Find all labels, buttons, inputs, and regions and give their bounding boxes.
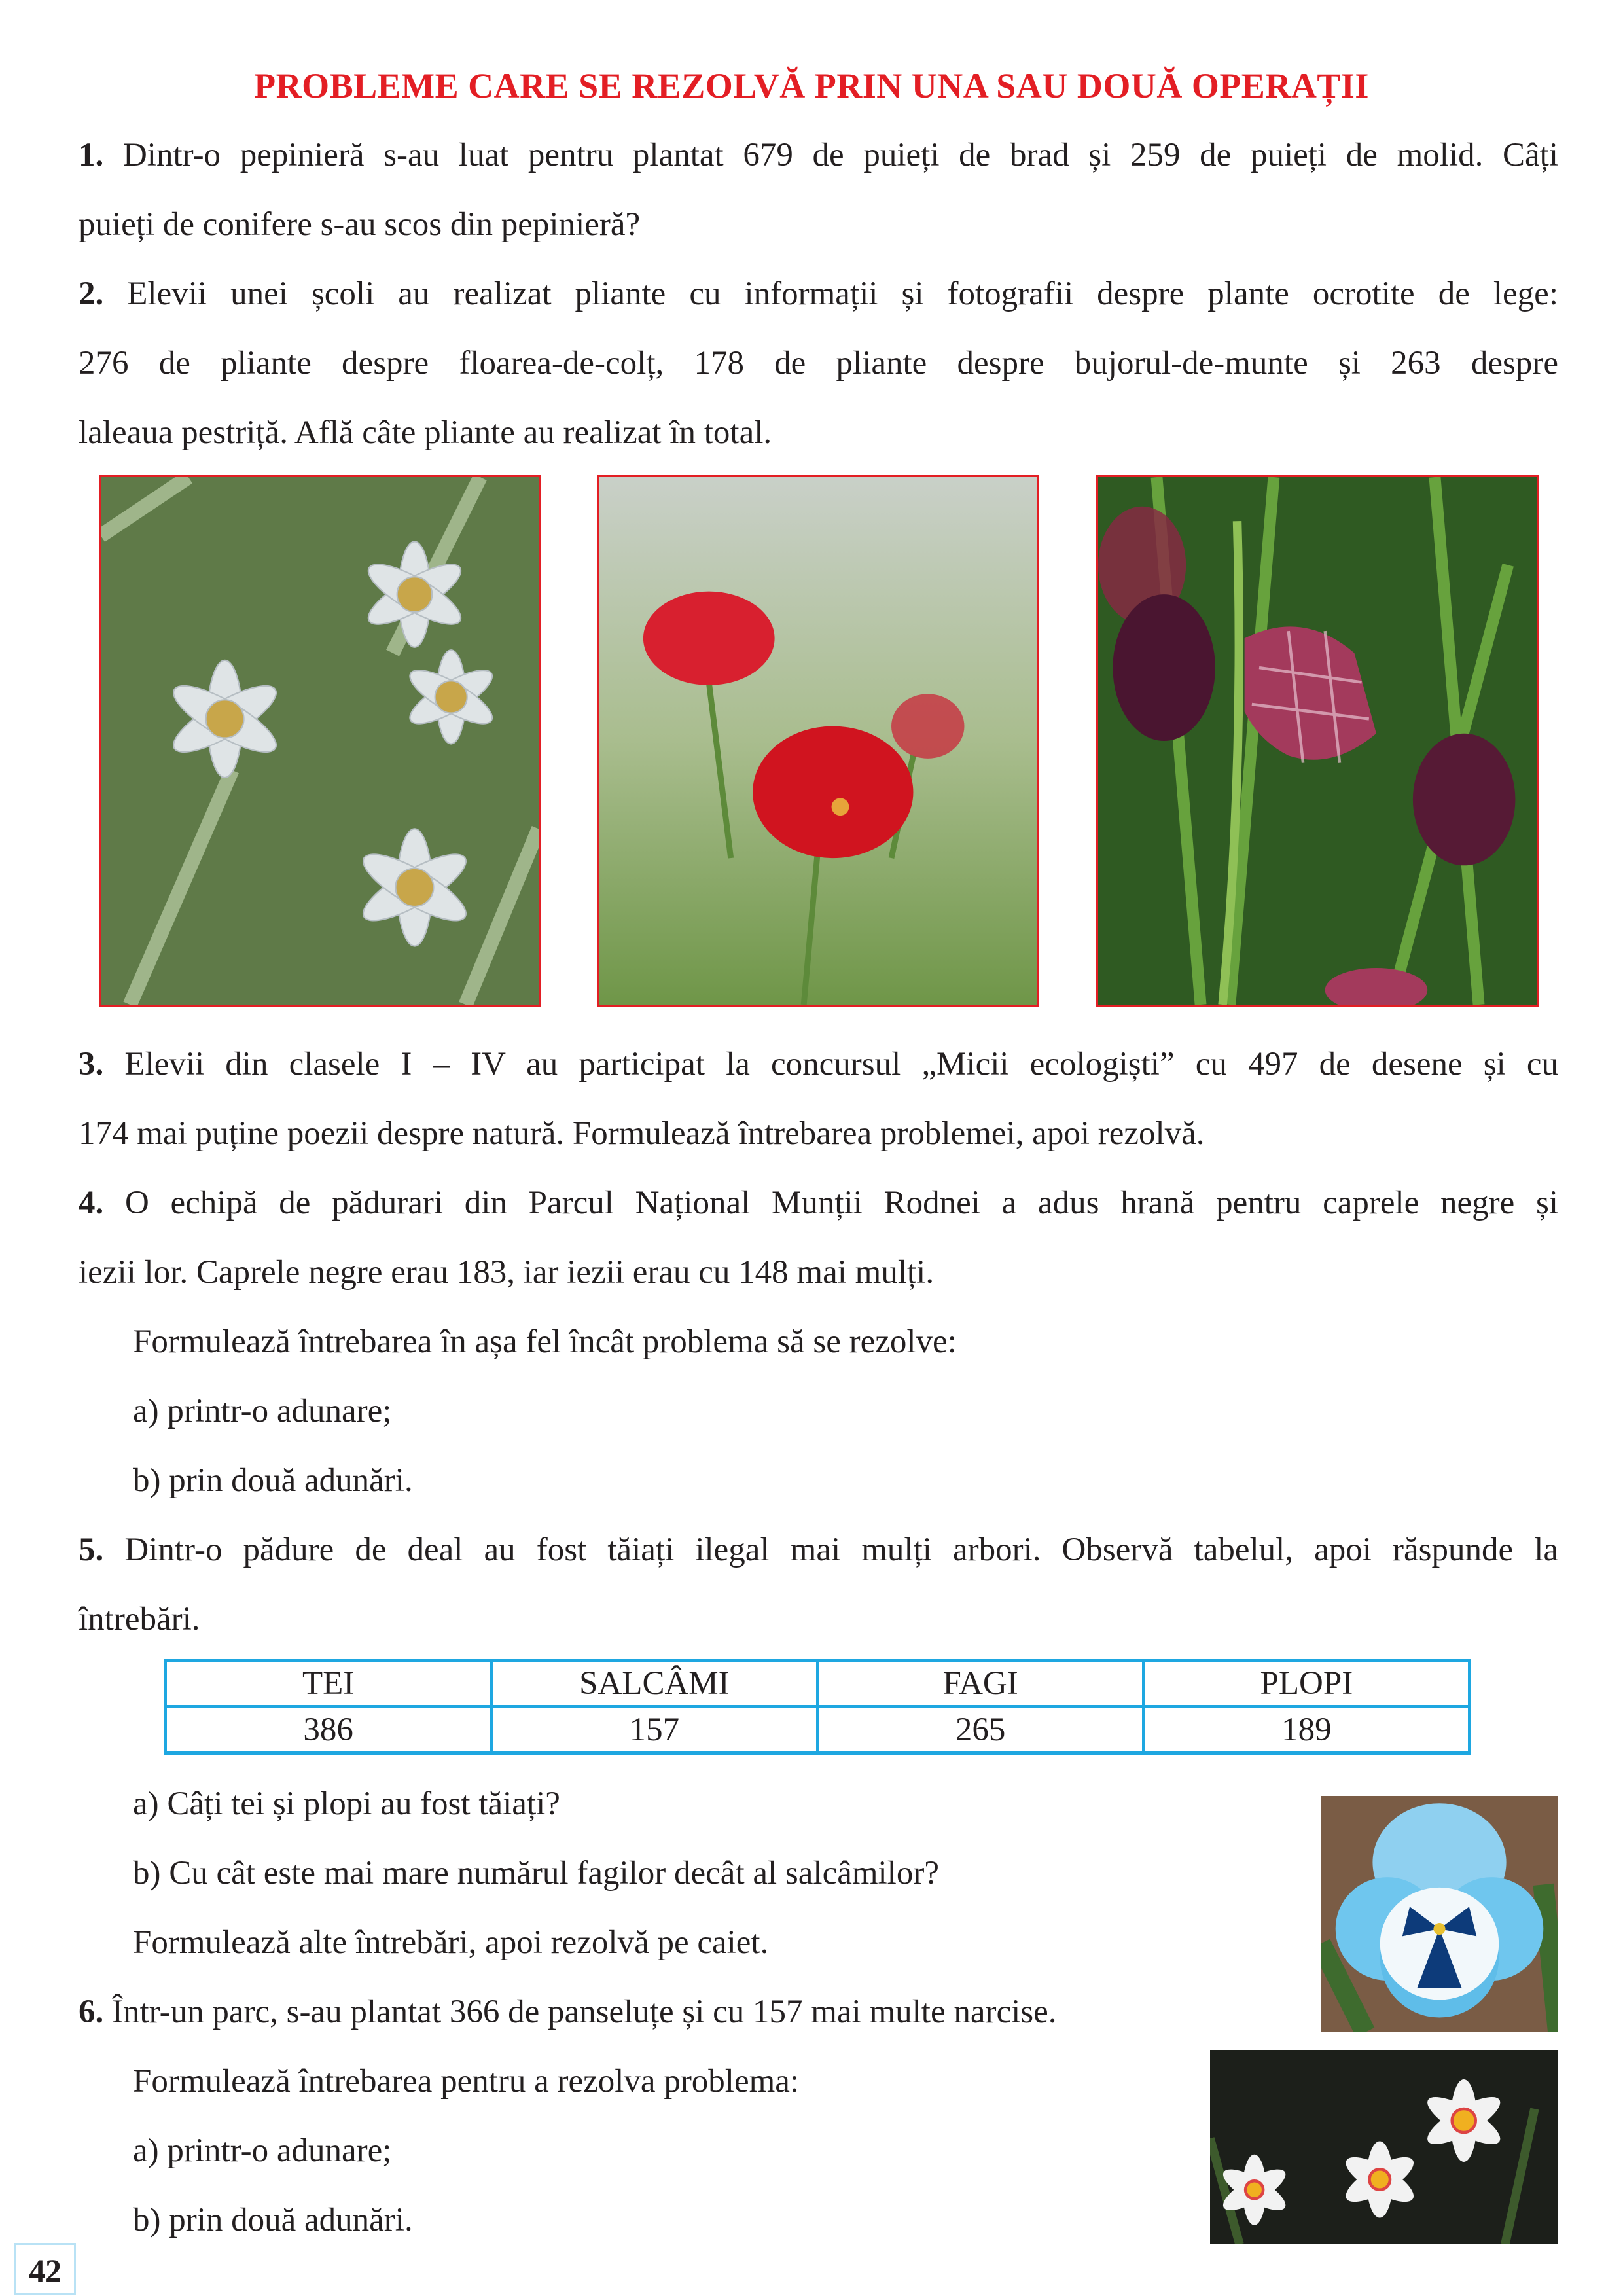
section-title: PROBLEME CARE SE REZOLVĂ PRIN UNA SAU DOUĂ OPERAȚII: [254, 66, 1369, 105]
problem-5-line-1: [79, 1530, 1558, 1570]
problem-5-question-b: b) Cu cât este mai mare numărul fagilor decât al salcâmilor?: [133, 1855, 939, 1892]
problem-2-line-1: [79, 274, 1558, 314]
table-header: TEI: [166, 1660, 491, 1707]
table-header-row: [166, 1660, 1470, 1707]
edelweiss-photo: [99, 475, 541, 1007]
peony-photo: [597, 475, 1039, 1007]
problem-4-instruction: Formulează întrebarea în așa fel încât problema să se rezolve:: [133, 1323, 957, 1360]
table-header: FAGI: [817, 1660, 1143, 1707]
problem-number: 1.: [79, 137, 104, 173]
pansy-photo: [1321, 1796, 1558, 2032]
problem-number: 6.: [79, 1994, 104, 2030]
problem-5-line-2: întrebări.: [79, 1601, 200, 1638]
problem-1-line-1: [79, 135, 1558, 175]
problem-text: Dintr-o pădure de deal au fost tăiați ilegal mai mulți arbori. Observă tabelul, apoi răspunde la: [124, 1532, 1558, 1568]
problem-5-question-a: a) Câți tei și plopi au fost tăiați?: [133, 1785, 560, 1822]
problem-number: 4.: [79, 1185, 104, 1221]
table-header: SALCÂMI: [491, 1660, 817, 1707]
problem-number: 5.: [79, 1532, 104, 1568]
table-cell: 157: [491, 1707, 817, 1753]
problem-3-line-2: 174 mai puține poezii despre natură. Formulează întrebarea problemei, apoi rezolvă.: [79, 1115, 1205, 1152]
trees-table: [164, 1659, 1471, 1755]
problem-4-option-b: b) prin două adunări.: [133, 1462, 413, 1499]
problem-4-line-2: iezii lor. Caprele negre erau 183, iar iezii erau cu 148 mai mulți.: [79, 1254, 935, 1291]
problem-6-instruction: Formulează întrebarea pentru a rezolva problema:: [133, 2063, 800, 2100]
problem-5-instruction: Formulează alte întrebări, apoi rezolvă pe caiet.: [133, 1924, 769, 1961]
table-cell: 189: [1143, 1707, 1469, 1753]
problem-text: Elevii din clasele I – IV au participat la concursul „Micii ecologiști” cu 497 de desene și cu: [124, 1046, 1558, 1083]
table-header: PLOPI: [1143, 1660, 1469, 1707]
problem-text: Într-un parc, s-au plantat 366 de panseluțe și cu 157 mai multe narcise.: [112, 1994, 1057, 2030]
table-cell: 386: [166, 1707, 491, 1753]
problem-number: 3.: [79, 1046, 104, 1083]
fritillary-photo: [1096, 475, 1539, 1007]
problem-4-option-a: a) printr-o adunare;: [133, 1393, 392, 1429]
problem-number: 2.: [79, 276, 104, 312]
table-row: [166, 1707, 1470, 1753]
problem-4-line-1: [79, 1183, 1558, 1223]
problem-3-line-1: [79, 1045, 1558, 1084]
problem-6-option-b: b) prin două adunări.: [133, 2202, 413, 2238]
problem-text: Elevii unei școli au realizat pliante cu informații și fotografii despre plante ocrotite de lege:: [127, 276, 1558, 312]
problem-2-line-3: laleaua pestriță. Află câte pliante au realizat în total.: [79, 414, 772, 451]
problem-text: O echipă de pădurari din Parcul Național Munții Rodnei a adus hrană pentru caprele negre și: [124, 1185, 1558, 1221]
problem-6-option-a: a) printr-o adunare;: [133, 2132, 392, 2169]
narcissus-photo: [1210, 2050, 1558, 2244]
problem-text: Dintr-o pepinieră s-au luat pentru plantat 679 de puieți de brad și 259 de puieți de molid. Câți: [122, 137, 1558, 173]
problem-1-line-2: puieți de conifere s-au scos din pepinieră?: [79, 206, 641, 243]
problem-2-line-2: 276 de pliante despre floarea-de-colț, 178 de pliante despre bujorul-de-munte și 263 despre: [79, 345, 1558, 382]
page-number: 42: [14, 2243, 76, 2295]
table-cell: 265: [817, 1707, 1143, 1753]
